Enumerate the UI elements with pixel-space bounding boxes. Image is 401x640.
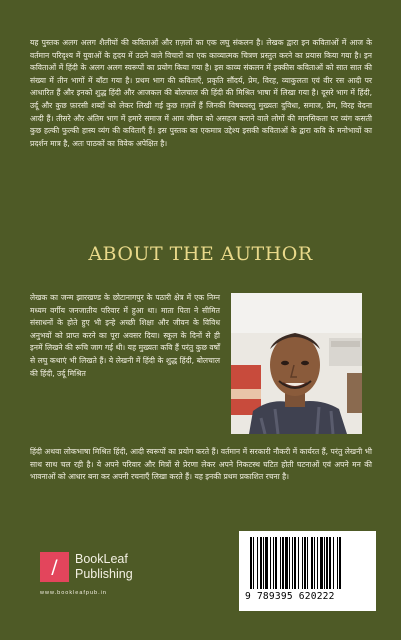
author-bio-part-2: हिंदी अथवा लोकभाषा मिश्रित हिंदी, आदी स्वरूपों का प्रयोग करते हैं। वर्तमान में सरकारी नौकरी में कार्यरत हैं, परंतु लेखनी भी साथ साथ चल रही है। ये अपने परिवार और मित्रों से प्रेरणा लेकर अपने निकटस्थ घटित होती घटनाओं एवं अपने मन की भावनाओं को आधार बना कर अपनी रचनाएँ लिखा करते हैं। यह इनकी प्रथम प्रकाशित रचना है। bbox=[30, 447, 372, 482]
publisher-logo bbox=[40, 552, 160, 602]
publisher-name-line-2: Publishing bbox=[75, 567, 133, 581]
barcode-bars-icon bbox=[248, 537, 368, 591]
author-bio-part-1: लेखक का जन्म झारखण्ड के छोटानागपुर के पठारी क्षेत्र में एक निम्न मध्यम वर्गीय जनजातीय परिवार में हुआ था। माता पिता ने सीमित संसाधनों के होते हुए भी इन्हे अच्छी शिक्षा और जीवन के विविध अनुभवों को प्राप्त करने का पूरा अवसर दिया। स्कूल के दिनों से ही इनमें लिखने की रूचि जाग गई थी। यह मुख्यतः कवि हैं परंतु कुछ वर्षों से लघु कथाएं भी लिखते हैं। ये लेखनी में हिंदी के शुद्ध हिंदी, बोलचाल की हिंदी, उर्दू मिश्रित bbox=[30, 293, 220, 378]
publisher-name-line-1: BookLeaf bbox=[75, 552, 128, 566]
isbn-barcode bbox=[239, 531, 376, 611]
publisher-url: www.bookleafpub.in bbox=[40, 590, 107, 596]
about-the-author-heading: ABOUT THE AUTHOR bbox=[88, 243, 313, 265]
author-photo bbox=[231, 293, 362, 434]
bookleaf-leaf-icon: / bbox=[40, 552, 69, 582]
author-portrait-illustration bbox=[231, 293, 362, 434]
isbn-number: 9 789395 620222 bbox=[245, 591, 335, 602]
book-description: यह पुस्तक अलग अलग शैलीयों की कविताओं और ग़ज़लों का एक लघु संकलन है। लेखक द्वारा इन कविताओं में आज के वर्तमान परिदृश्य में युवाओं के हृदय में उठने वाले विचारों का एक काव्यात्मक चित्रण प्रस्तुत करने का प्रयास किया गया है। इन कविताओं में हिंदी के अलग अलग स्वरूपों का प्रयोग किया गया है। इस काव्य संकलन में इक्कीस कविताओं को सात सात की संख्या में तीन भागों में बाँटा गया है। प्रथम भाग की कविताएँ, प्रकृति सौंदर्य, प्रेम, विरह, व्याकुलता एवं वीर रस आदी पर आधारित हैं और इनको शुद्ध हिंदी और आजकल की बोलचाल की हिंदी की मिश्रित भाषा में लिखा गया है। दूसरे भाग में हिंदी, उर्दू और कुछ फ़ारसी शब्दों को लेकर लिखी गई कुछ ग़ज़लें हैं जिनकी विषयवस्तु मुख्यतः दुविधा, समाज, प्रेम, विरह वेदना आदी हैं। तीसरे और अंतिम भाग में हमारे समाज में आम जीवन को असहज कराने वाले लोगों की मानसिकता पर व्यंग कसती कुछ हल्की फुल्की हास्य व्यंग की कविताएँ हैं। इस पुस्तक का एकमात्र उद्देश्य इसकी कविताओं के द्वारा कवि के मनोभावों का प्रदर्शन मात्र है, अतः पाठकों का विवेक अपेक्षित है। bbox=[30, 38, 372, 148]
